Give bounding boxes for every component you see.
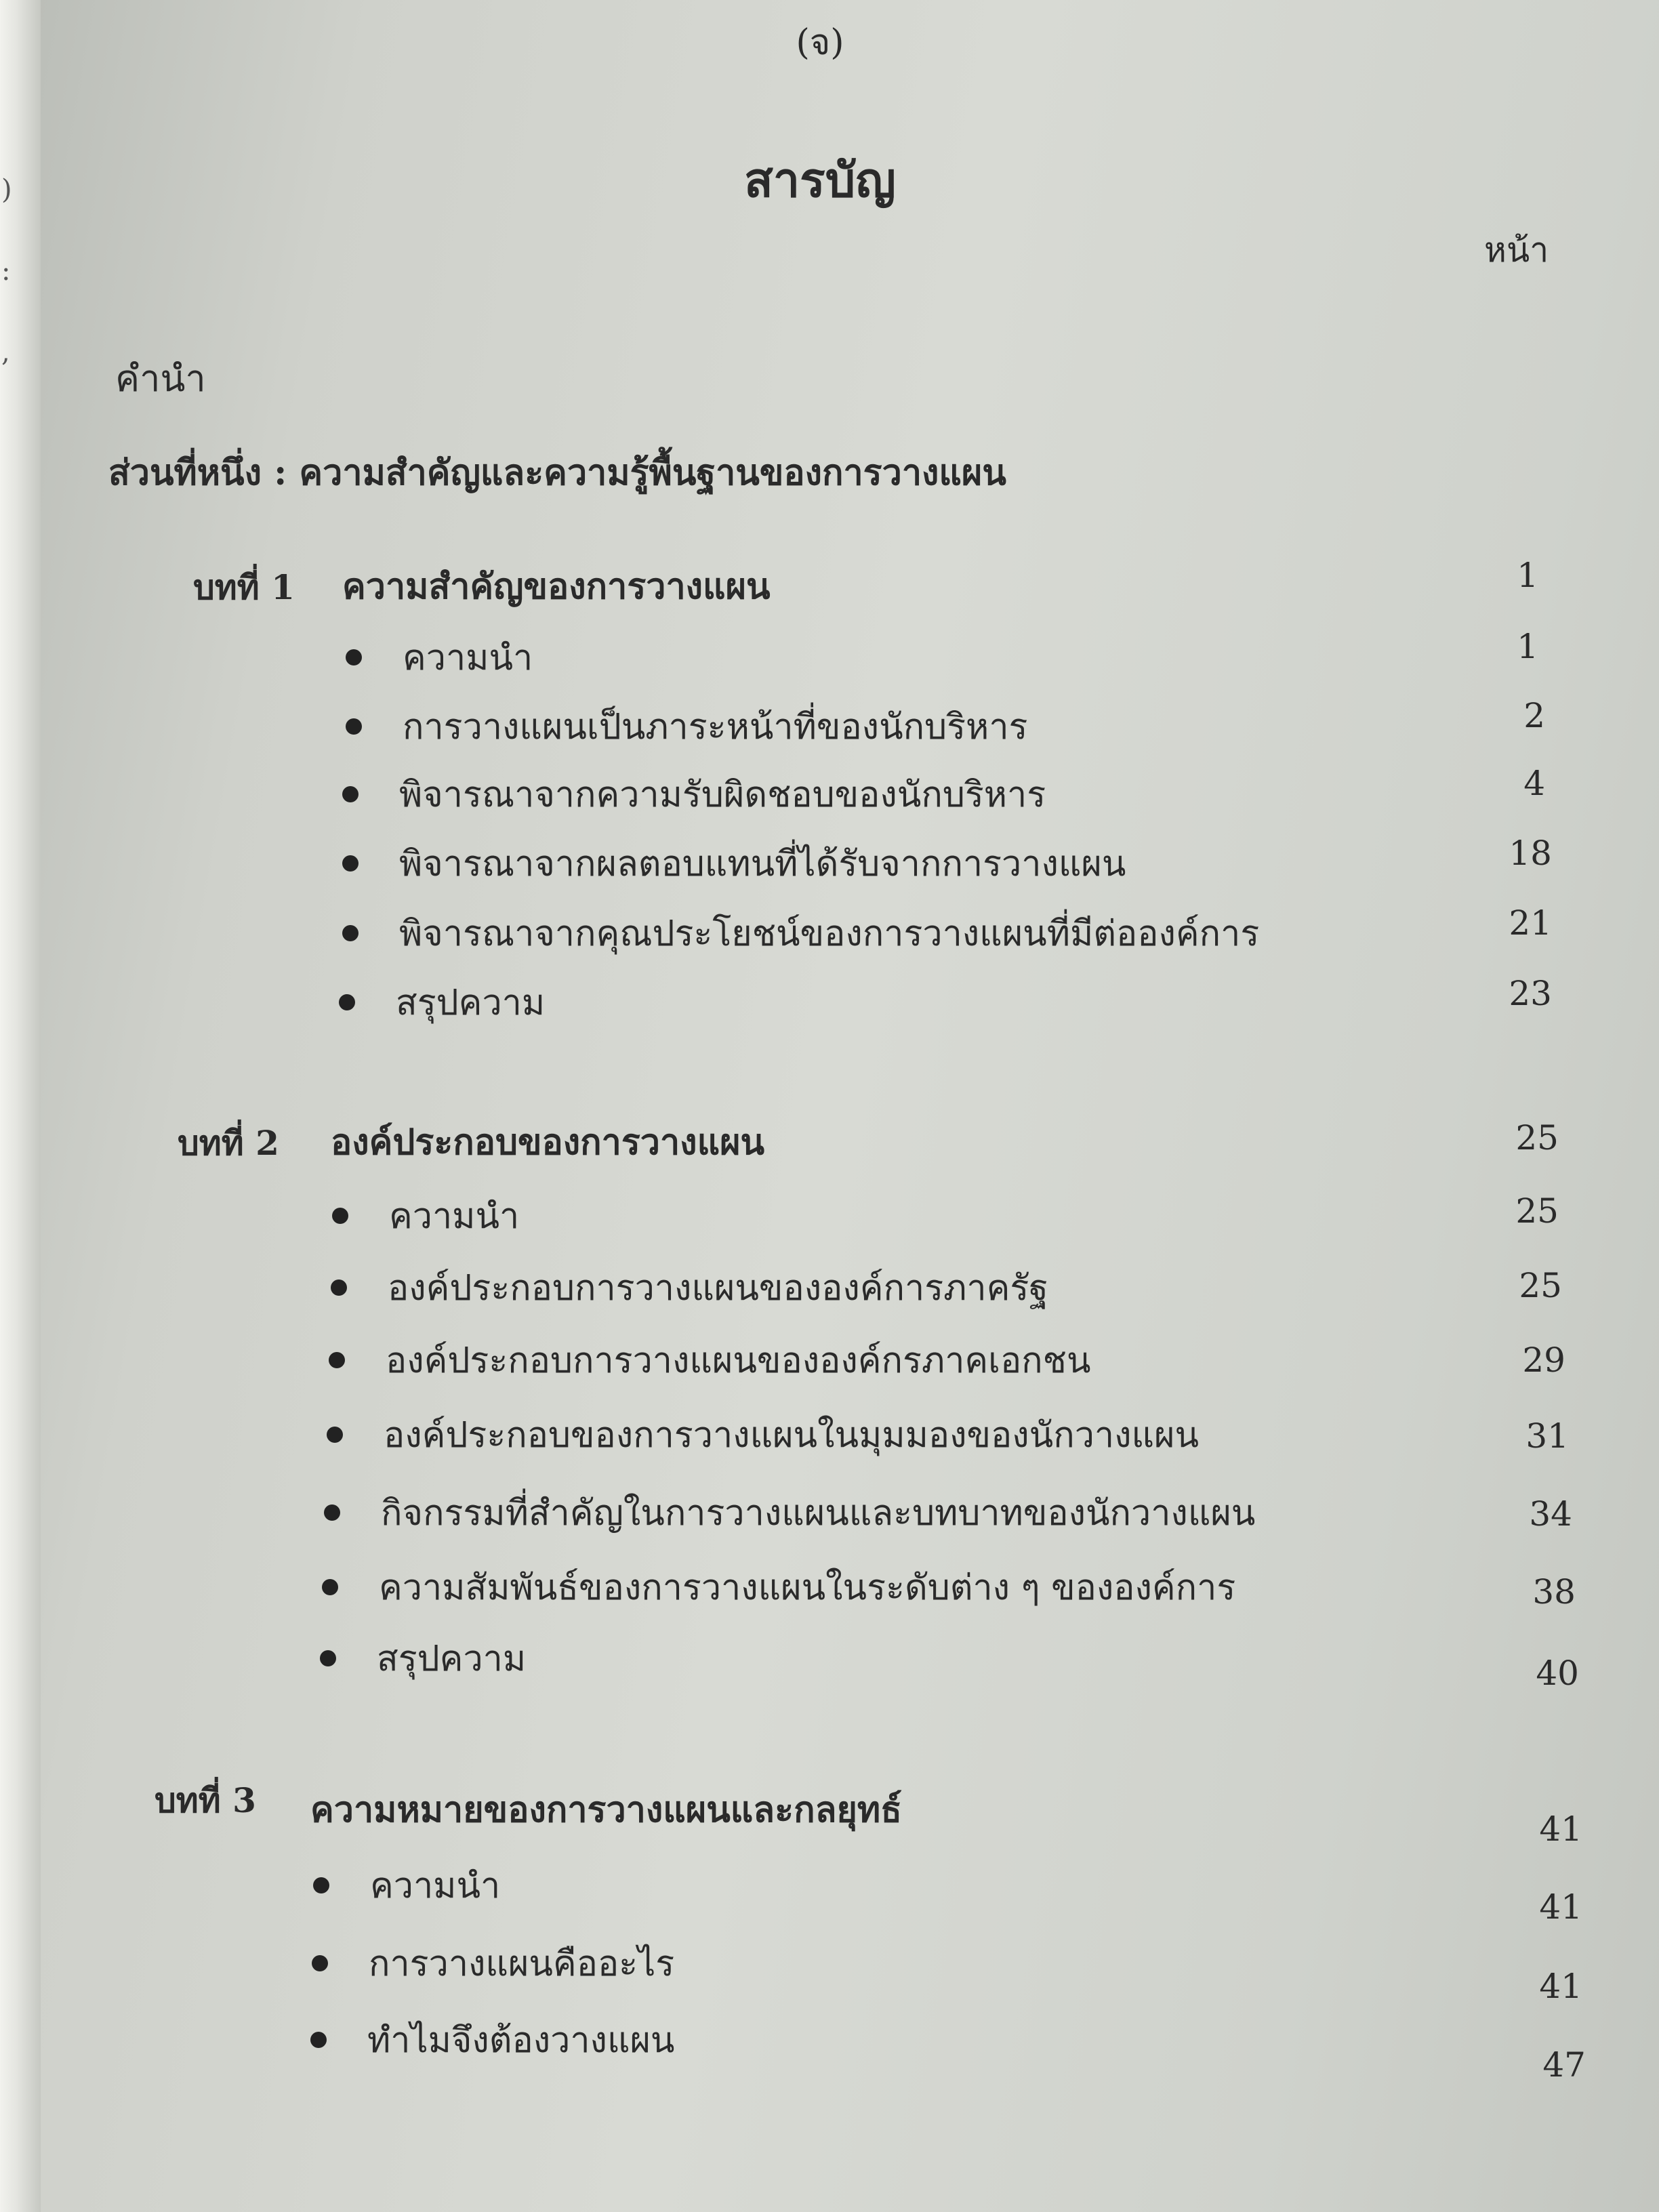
toc-item-page: 4 [1523,764,1545,803]
chapter-2-title: องค์ประกอบของการวางแผน [331,1122,765,1163]
toc-item: ความนำ [332,1187,519,1244]
chapter-3-title: ความหมายของการวางแผนและกลยุทธ์ [310,1789,902,1830]
bullet-icon [342,786,359,802]
toc-item-page: 31 [1525,1416,1569,1456]
chapter-1-page: 1 [1517,556,1538,595]
toc-item: ความสัมพันธ์ของการวางแผนในระดับต่าง ๆ ขององค์การ [322,1559,1235,1615]
bullet-icon [346,718,362,735]
page-header: (จ) [796,22,844,63]
toc-item-page: 21 [1509,903,1552,943]
bullet-icon [327,1427,343,1443]
bullet-icon [332,1208,348,1224]
bullet-icon [320,1650,336,1666]
toc-item-page: 34 [1529,1494,1572,1534]
toc-item-page: 23 [1509,974,1552,1013]
toc-item: สรุปความ [339,974,545,1030]
toc-item: ความนำ [346,629,533,685]
toc-item-page: 29 [1522,1340,1565,1380]
intro-entry: คำนำ [115,357,206,400]
toc-item: สรุปความ [320,1630,526,1686]
part-heading: ส่วนที่หนึ่ง : ความสำคัญและความรู้พื้นฐานของการวางแผน [108,452,1006,493]
toc-item: ทำไมจึงต้องวางแผน [310,2011,674,2068]
toc-item: องค์ประกอบการวางแผนขององค์การภาครัฐ [331,1259,1048,1315]
bullet-icon [331,1279,347,1296]
bullet-icon [310,2032,327,2048]
chapter-2-label: บทที่ 2 [178,1123,279,1163]
toc-item-page: 25 [1519,1266,1562,1305]
page-title: สารบัญ [744,152,896,208]
toc-item-page: 41 [1539,1887,1582,1927]
toc-item-page: 47 [1542,2045,1586,2085]
bullet-icon [346,649,362,665]
toc-item: องค์ประกอบของการวางแผนในมุมมองของนักวางแผน [327,1406,1199,1462]
bullet-icon [313,1877,329,1893]
bullet-icon [312,1955,328,1971]
toc-item-page: 38 [1532,1572,1576,1612]
chapter-1-title: ความสำคัญของการวางแผน [342,566,771,607]
toc-item: พิจารณาจากคุณประโยชน์ของการวางแผนที่มีต่อองค์การ [342,905,1259,961]
toc-item-page: 40 [1536,1654,1579,1693]
bullet-icon [339,994,355,1010]
toc-item: องค์ประกอบการวางแผนขององค์กรภาคเอกชน [329,1332,1091,1388]
bullet-icon [322,1579,338,1595]
toc-item: พิจารณาจากความรับผิดชอบของนักบริหาร [342,766,1046,822]
bullet-icon [342,925,359,941]
chapter-2-page: 25 [1515,1118,1559,1158]
bullet-icon [342,855,359,872]
bullet-icon [324,1504,340,1521]
toc-item: กิจกรรมที่สำคัญในการวางแผนและบทบาทของนักวางแผน [324,1484,1255,1540]
bullet-icon [329,1352,345,1368]
toc-item-page: 2 [1523,696,1545,735]
page-column-label: หน้า [1484,230,1549,270]
toc-item: การวางแผนคืออะไร [312,1935,674,1991]
toc-item-page: 25 [1515,1191,1559,1231]
toc-item: ความนำ [313,1857,500,1913]
toc-item-page: 18 [1509,834,1552,873]
chapter-3-label: บทที่ 3 [155,1780,256,1820]
chapter-1-label: บทที่ 1 [193,567,295,607]
toc-item: การวางแผนเป็นภาระหน้าที่ของนักบริหาร [346,698,1027,754]
previous-page-edge: ) : , [0,0,41,2212]
toc-item-page: 1 [1517,627,1538,666]
chapter-3-page: 41 [1539,1809,1582,1849]
toc-item-page: 41 [1539,1967,1582,2006]
toc-item: พิจารณาจากผลตอบแทนที่ได้รับจากการวางแผน [342,835,1126,891]
